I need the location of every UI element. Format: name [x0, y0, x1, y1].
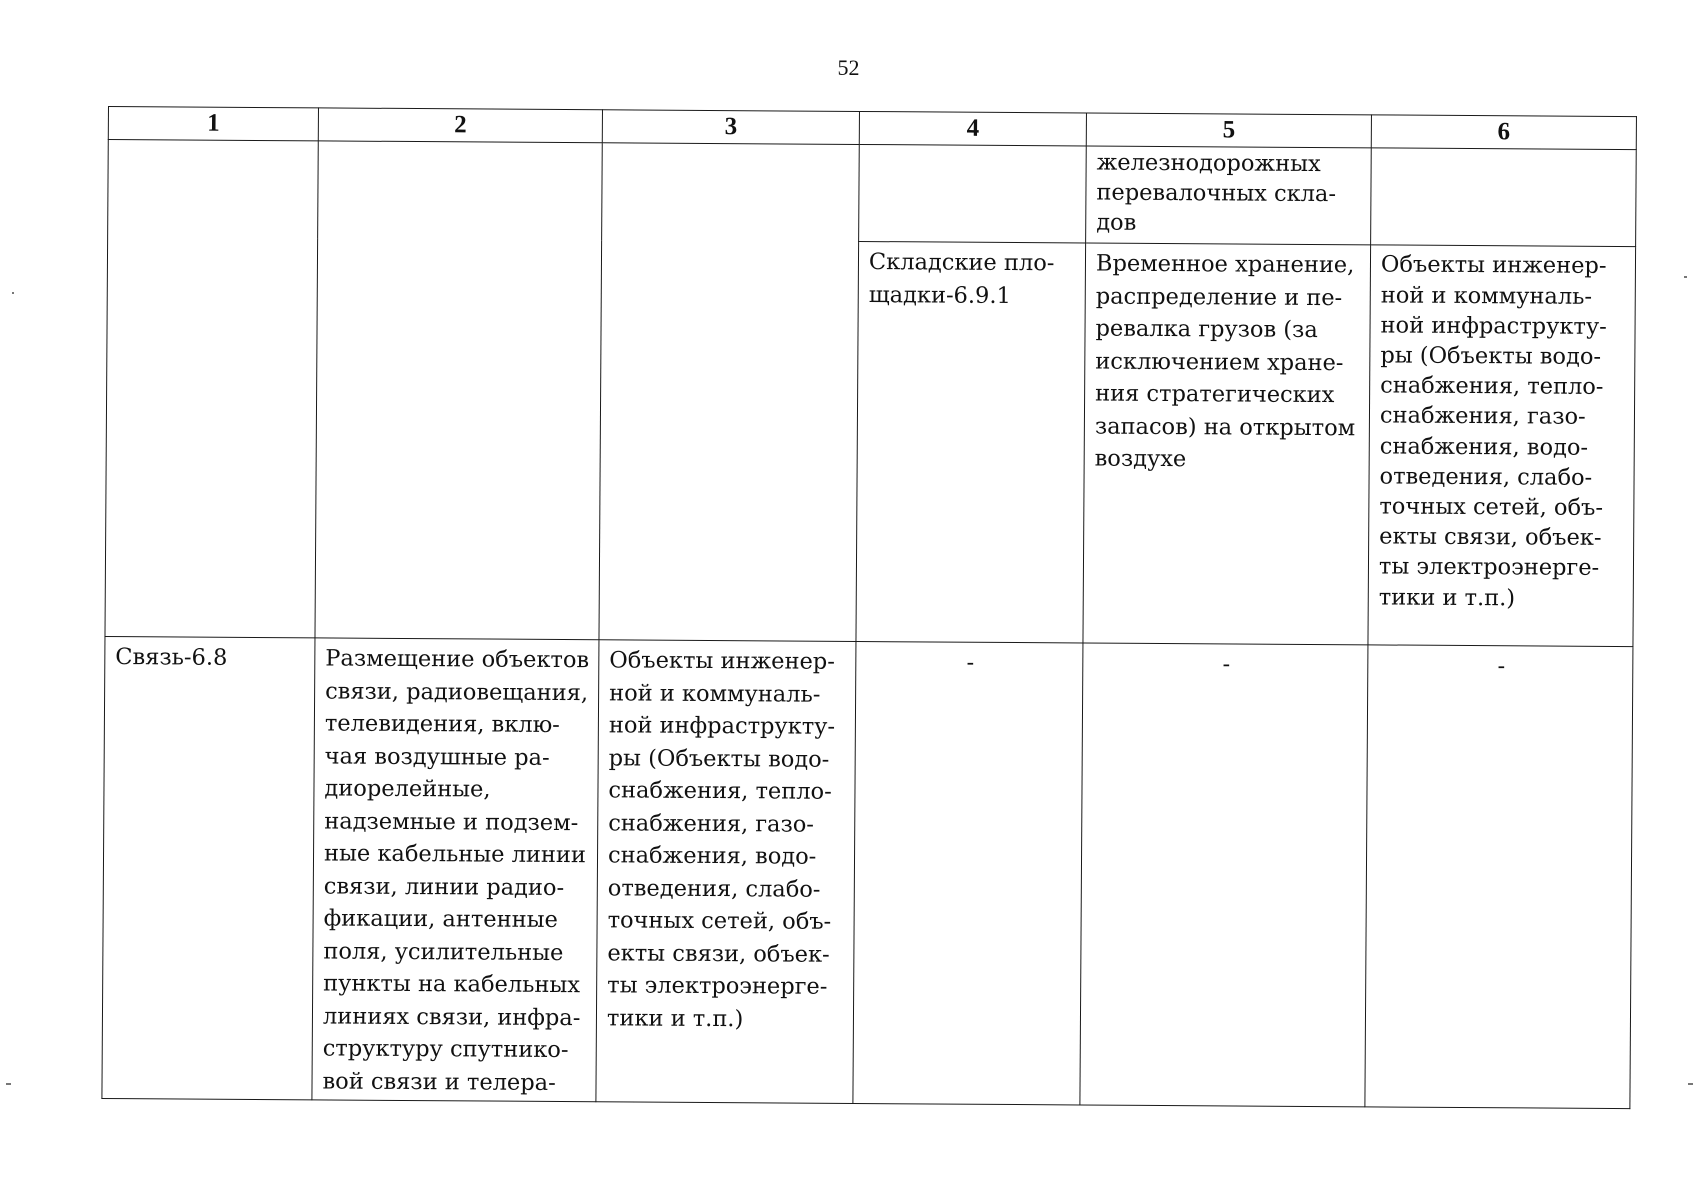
- cell-text: [870, 149, 1078, 150]
- table-cell: [1368, 245, 1636, 646]
- scan-speck: [1684, 276, 1687, 278]
- cell-text: [329, 145, 594, 147]
- table-cell: [105, 140, 318, 638]
- scan-speck: [6, 1083, 11, 1085]
- table-row: [102, 636, 1633, 1108]
- table-cell: [859, 144, 1087, 243]
- column-header-4: 4: [859, 111, 1086, 146]
- column-header-2: 2: [318, 108, 602, 143]
- cell-text: Складские пло- щадки-6.9.1: [868, 249, 1055, 309]
- land-use-table: [101, 106, 1637, 1109]
- table-cell: [1083, 243, 1371, 645]
- scan-speck: [1688, 1083, 1693, 1085]
- table-cell: [856, 242, 1086, 643]
- page-number: 52: [837, 55, 860, 80]
- column-header-3: 3: [602, 110, 859, 145]
- table-cell: [1080, 643, 1368, 1107]
- table-cell: [312, 638, 599, 1102]
- cell-text: Размещение объектов связи, радиовещания, телевидения, вклю- чая воздушные ра- диорелейные, надземные и подзем- ные кабельные линии связи, линии радио- фикации, антенные поля, усилительные пункты на кабельных линиях связи, инфра- структуру спутнико- вой связи и телера-: [322, 645, 590, 1096]
- column-header-5: 5: [1086, 113, 1371, 148]
- land-use-table-wrapper: [101, 106, 1636, 1109]
- cell-text: железнодорожных перевалочных скла- дов: [1096, 149, 1337, 236]
- table-cell: [1371, 148, 1637, 247]
- column-header-1: 1: [108, 107, 318, 141]
- scan-speck: [12, 292, 14, 294]
- cell-text: Объекты инженер- ной и коммуналь- ной инфраструкту- ры (Объекты водо- снабжения, тепло- снабжения, газо- снабжения, водо- отведения, слабо- точных сетей, объ- екты связи, объек- ты электроэнерге- тики и т.п.): [1378, 251, 1607, 611]
- table-cell: [853, 641, 1083, 1104]
- table-cell: [599, 143, 859, 642]
- cell-text: Объекты инженер- ной и коммуналь- ной инфраструкту- ры (Объекты водо- снабжения, тепло- снабжения, газо- снабжения, водо- отведения, слабо- точных сетей, объ- екты связи, объек- ты электроэнерге- тики и т.п.): [606, 647, 836, 1032]
- cell-text: Связь-6.8: [115, 644, 228, 671]
- table-cell: [596, 640, 856, 1104]
- cell-text: [1382, 152, 1628, 154]
- table-cell: [102, 636, 315, 1099]
- cell-text: -: [966, 649, 975, 676]
- table-row: [108, 140, 1637, 247]
- cell-text: Временное хранение, распределение и пе- ревалка грузов (за исключением хране- ния стратегических запасов) на открытом воздухе: [1094, 250, 1356, 473]
- cell-text: -: [1497, 653, 1506, 680]
- cell-text: [119, 144, 310, 145]
- cell-text: -: [1222, 651, 1231, 678]
- table-cell: [1365, 645, 1633, 1109]
- column-header-6: 6: [1371, 115, 1636, 150]
- cell-text: [613, 147, 851, 149]
- table-cell: [1086, 146, 1372, 245]
- table-cell: [315, 141, 602, 640]
